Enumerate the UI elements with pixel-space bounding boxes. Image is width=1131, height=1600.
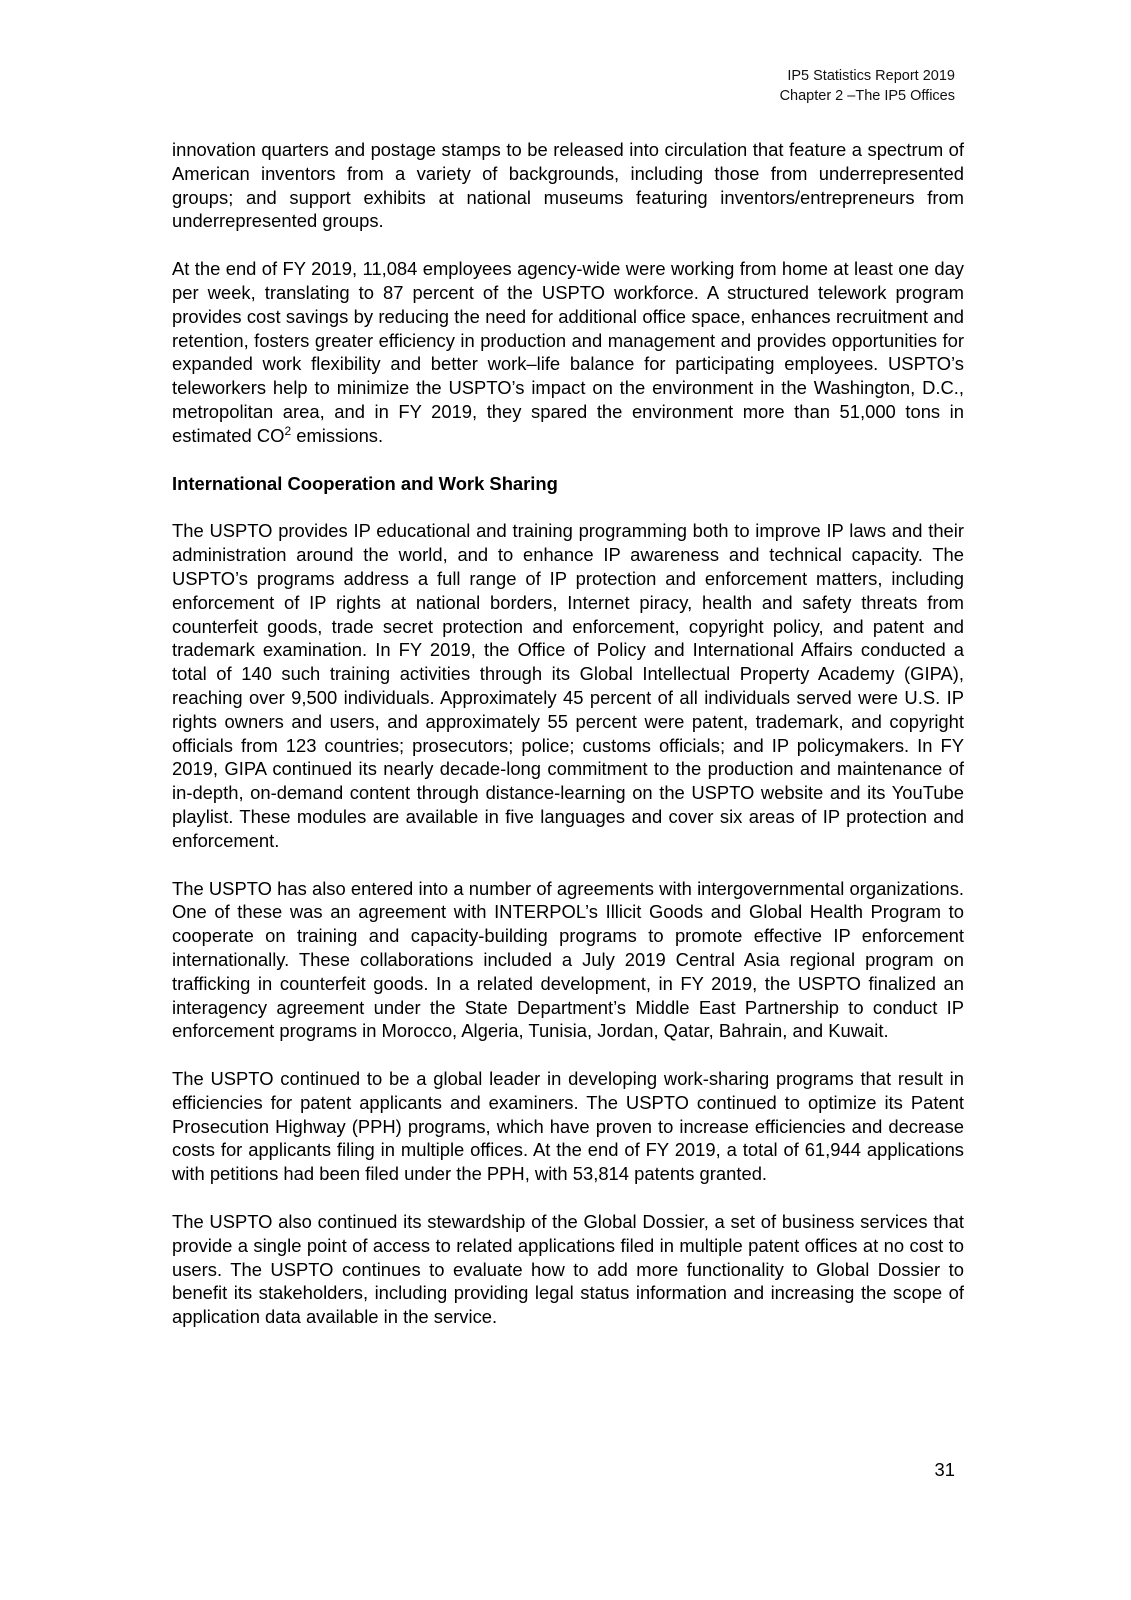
report-title: IP5 Statistics Report 2019 [787,68,955,84]
page-header [780,66,955,106]
paragraph-global-dossier: The USPTO also continued its stewardship of the Global Dossier, a set of business services that provide a single point of access to related applications filed in multiple patent offices at no cost to users. The USPTO continues to evaluate how to add more functionality to Global Dossier to benefit its stakeholders, including providing legal status information and increasing the scope of application data available in the service. [172,1211,964,1328]
paragraph-agreements: The USPTO has also entered into a number of agreements with intergovernmental organizations. One of these was an agreement with INTERPOL’s Illicit Goods and Global Health Program to cooperate on training and capacity-building programs to promote effective IP enforcement internationally. These collaborations included a July 2019 Central Asia regional program on trafficking in counterfeit goods. In a related development, in FY 2019, the USPTO finalized an interagency agreement under the State Department’s Middle East Partnership to conduct IP enforcement programs in Morocco, Algeria, Tunisia, Jordan, Qatar, Bahrain, and Kuwait. [172,877,964,1042]
telework-text: At the end of FY 2019, 11,084 employees agency-wide were working from home at least one day per week, translating to 87 percent of the USPTO workforce. A structured telework program provides cost savings by reducing the need for additional office space, enhances recruitment and retention, fosters greater efficiency in production and management and provides opportunities for expanded work flexibility and better work–life balance for participating employees. USPTO’s teleworkers help to minimize the USPTO’s impact on the environment in the Washington, D.C., metropolitan area, and in FY 2019, they spared the environment more than 51,000 tons in estimated CO [172,258,964,446]
paragraph-work-sharing: The USPTO continued to be a global leader in developing work-sharing programs that result in efficiencies for patent applicants and examiners. The USPTO continued to optimize its Patent Prosecution Highway (PPH) programs, which have proven to increase efficiencies and decrease costs for applicants filing in multiple offices. At the end of FY 2019, a total of 61,944 applications with petitions had been filed under the PPH, with 53,814 patents granted. [172,1068,964,1185]
section-heading: International Cooperation and Work Sharing [172,472,558,494]
document-body [172,138,964,1353]
paragraph-telework [172,257,964,447]
page-number: 31 [934,1459,955,1480]
co2-superscript: 2 [284,423,292,438]
paragraph-innovation: innovation quarters and postage stamps to be released into circulation that feature a spectrum of American inventors from a variety of backgrounds, including those from underrepresented groups; and support exhibits at national museums featuring inventors/entrepreneurs from underrepresented groups. [172,139,964,232]
telework-text-end: emissions. [291,424,384,446]
paragraph-training: The USPTO provides IP educational and training programming both to improve IP laws and their administration around the world, and to enhance IP awareness and technical capacity. The USPTO’s programs address a full range of IP protection and enforcement matters, including enforcement of IP rights at national borders, Internet piracy, health and safety threats from counterfeit goods, trade secret protection and enforcement, copyright policy, and patent and trademark examination. In FY 2019, the Office of Policy and International Affairs conducted a total of 140 such training activities through its Global Intellectual Property Academy (GIPA), reaching over 9,500 individuals. Approximately 45 percent of all individuals served were U.S. IP rights owners and users, and approximately 55 percent were patent, trademark, and copyright officials from 123 countries; prosecutors; police; customs officials; and IP policymakers. In FY 2019, GIPA continued its nearly decade-long commitment to the production and maintenance of in-depth, on-demand content through distance-learning on the USPTO website and its YouTube playlist. These modules are available in five languages and cover six areas of IP protection and enforcement. [172,520,964,851]
chapter-title: Chapter 2 –The IP5 Offices [779,88,955,104]
